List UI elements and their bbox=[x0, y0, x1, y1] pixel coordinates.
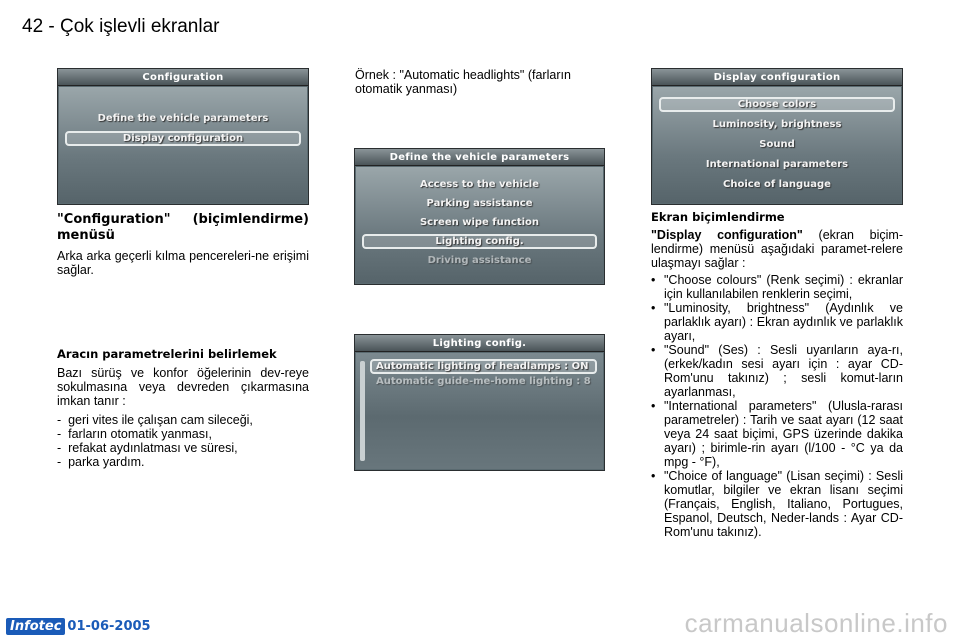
screen-menu-item: Define the vehicle parameters bbox=[97, 113, 269, 124]
vehicle-parameters-section bbox=[57, 348, 309, 469]
screen-title: Display configuration bbox=[652, 69, 902, 86]
section-paragraph: "Display configuration" (ekran biçim-lendirme) menüsü aşağıdaki paramet-relere ulaşmayı sağlar : bbox=[651, 228, 903, 270]
screen-menu-item: Luminosity, brightness bbox=[712, 119, 842, 130]
screen-menu-item-selected: Automatic lighting of headlamps : ON bbox=[376, 361, 589, 372]
list-item: - parka yardım. bbox=[57, 455, 145, 469]
vehicle-parameters-screen-image bbox=[354, 148, 605, 285]
section-heading: Ekran biçimlendirme bbox=[651, 210, 785, 224]
bold-term: "Display configuration" bbox=[651, 228, 803, 242]
example-caption: Örnek : "Automatic headlights" (farların otomatik yanması) bbox=[355, 68, 571, 96]
page-title: 42 - Çok işlevli ekranlar bbox=[22, 16, 220, 37]
screen-title: Lighting config. bbox=[355, 335, 604, 352]
infotec-logo: Infotec bbox=[6, 618, 65, 635]
display-options-list bbox=[651, 273, 903, 539]
footer-date: 01-06-2005 bbox=[67, 618, 151, 634]
screen-menu-item: Driving assistance bbox=[427, 255, 532, 266]
screen-menu-item-selected: Lighting config. bbox=[435, 236, 524, 247]
list-item: • "Choose colours" (Renk seçimi) : ekranlar için kullanılabilen renklerin seçimi, bbox=[651, 273, 903, 301]
list-item: - geri vites ile çalışan cam sileceği, bbox=[57, 413, 253, 427]
screen-menu-item: Choice of language bbox=[723, 179, 831, 190]
configuration-section bbox=[57, 212, 309, 277]
footer bbox=[6, 616, 151, 636]
section-heading: "Configuration" (biçimlendirme) menüsü bbox=[57, 212, 309, 243]
screen-menu-item: Access to the vehicle bbox=[419, 179, 540, 190]
screen-menu-item: Sound bbox=[759, 139, 795, 150]
section-paragraph: Arka arka geçerli kılma pencereleri-ne erişimi sağlar. bbox=[57, 249, 309, 277]
list-item: • "Choice of language" (Lisan seçimi) : Sesli komutlar, bilgiler ve ekran lisanı seçimi (Français, English, Italiano, Portugues, Espanol, Deutsch, Neder-lands : Ayar CD-Rom'unu takınız). bbox=[651, 469, 903, 539]
list-item: - farların otomatik yanması, bbox=[57, 427, 212, 441]
screen-menu-item: Parking assistance bbox=[426, 198, 533, 209]
display-configuration-screen-image bbox=[651, 68, 903, 205]
display-configuration-section bbox=[651, 210, 903, 539]
screen-title: Define the vehicle parameters bbox=[355, 149, 604, 166]
list-item: • "Sound" (Ses) : Sesli uyarıların aya-rı, (erkek/kadın sesi ayarı için : ayar CD-Rom'unu takınız) ; sesli komut-ların ayarlanması, bbox=[651, 343, 903, 399]
section-heading: Aracın parametrelerini belirlemek bbox=[57, 347, 277, 361]
watermark: carmanualsonline.info bbox=[684, 608, 948, 638]
list-item: • "International parameters" (Ulusla-rarası parametreler) : Tarih ve saat ayarı (12 saat veya 24 saat biçimi, GPS üzerinde dakika ayarı) ; birimle-rin ayarı (l/100 - °C ya da mpg - °F), bbox=[651, 399, 903, 469]
screen-menu-item-selected: Display configuration bbox=[122, 133, 244, 144]
parameters-list bbox=[57, 413, 309, 469]
list-item: - refakat aydınlatması ve süresi, bbox=[57, 441, 238, 455]
configuration-screen-image bbox=[57, 68, 309, 205]
section-paragraph: Bazı sürüş ve konfor öğelerinin dev-reye sokulmasına veya devreden çıkarmasına imkan tanır : bbox=[57, 366, 309, 408]
screen-menu-item: International parameters bbox=[705, 159, 849, 170]
screen-menu-item: Screen wipe function bbox=[419, 217, 540, 228]
screen-menu-item: Automatic guide-me-home lighting : 8 bbox=[376, 376, 591, 387]
list-item: • "Luminosity, brightness" (Aydınlık ve parlaklık ayarı) : Ekran aydınlık ve parlaklık ayarı, bbox=[651, 301, 903, 343]
screen-menu-item-selected: Choose colors bbox=[737, 99, 817, 110]
lighting-config-screen-image bbox=[354, 334, 605, 471]
screen-title: Configuration bbox=[58, 69, 308, 86]
screen-scrollbar bbox=[360, 361, 365, 461]
